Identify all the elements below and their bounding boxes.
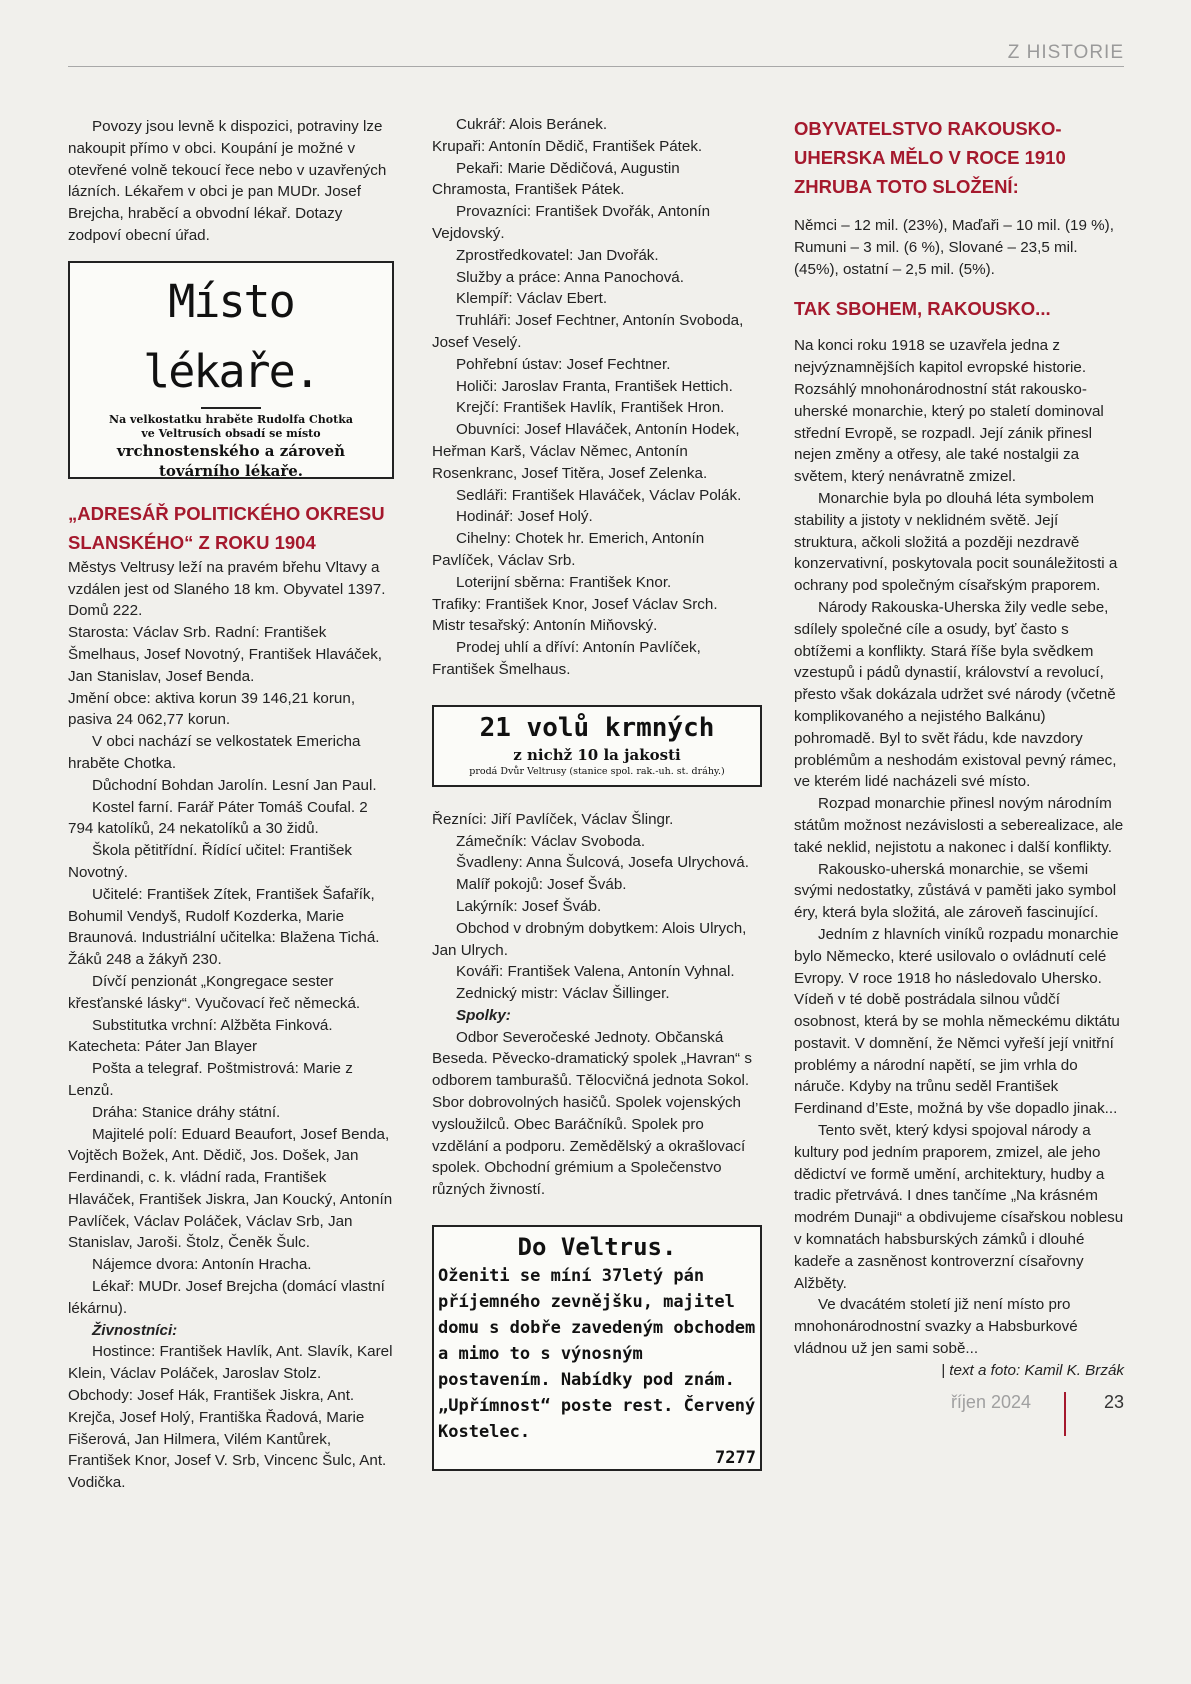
newspaper-clipping-marriage [432,1225,762,1471]
article-text [794,335,1124,1359]
paragraph: Tento svět, který kdysi spojoval národy a kultury pod jedním praporem, zmizel, ale jeho dědictví ve formě umění, architektury, hudby a tradic přetrvává. I dnes tančíme „Na krásném modrém Dunaji“ a obdivujeme císařskou noblesu v komnatách habsburských zámků i dlouhé kadeře a zasněnost kontroverzní císařovny Alžběty. [794,1122,1124,1292]
clipping-line: prodá Dvůr Veltrusy (stanice spol. rak.-uh. st. dráhy.) [469,765,725,777]
population-stats: Němci – 12 mil. (23%), Maďaři – 10 mil. (19 %), Rumuni – 3 mil. (6 %), Slované – 23,5 mil. (45%), ostatní – 2,5 mil. (5%). [794,217,1114,278]
header-divider [68,66,1124,67]
paragraph: Na konci roku 1918 se uzavřela jedna z nejvýznamnějších kapitol evropské historie. Rozsáhlý mnohonárodnostní stát rakousko-uherské monarchie, který po staletí dominoval střední Evropě, se rozpadl. Její zánik přinesl nejen změny a otřesy, ale také nostalgii za světem, který nenávratně zmizel. [794,337,1104,486]
paragraph: Lakýrník: Josef Šváb. [456,897,602,915]
section-heading: OBYVATELSTVO RAKOUSKO-UHERSKA MĚLO V ROCE 1910 ZHRUBA TOTO SLOŽENÍ: [794,118,1066,197]
author-credit: | text a foto: Kamil K. Brzák [941,1361,1124,1379]
paragraph: Jmění obce: aktiva korun 39 146,21 korun, pasiva 24 062,77 korun. [68,689,356,729]
clipping-line: vrchnostenského a zároveň továrního lékaře. [116,441,346,479]
clipping-number: 7277 [715,1448,756,1469]
paragraph: Mistr tesařský: Antonín Miňovský. [432,617,658,635]
section-heading: TAK SBOHEM, RAKOUSKO... [794,298,1051,320]
paragraph: Obuvníci: Josef Hlaváček, Antonín Hodek, Heřman Karš, Václav Němec, Antonín Rosenkranc, Josef Titěra, Josef Zelenka. [432,421,740,482]
paragraph: Hodinář: Josef Holý. [456,508,593,526]
clipping-line: z nichž 10 la jakosti [513,745,681,764]
clipping-line: ve Veltrusích obsadí se místo [141,426,321,440]
subheading: Spolky: [456,1006,511,1024]
directory-text [432,114,762,681]
paragraph: Národy Rakouska-Uherska žily vedle sebe, sdílely společné cíle a osudy, byť často s obtížemi a konflikty. Stará říše byla svědkem vzestupů i pádů dynastií, království a revolucí, přesto však dokázala udržet své národy (včetně komplikovaného a nejistého Balkánu) pohromadě. Byl to svět řádu, kde navzdory problémům a neshodám existoval pevný rámec, ve kterém lidé nacházeli své místo. [794,598,1117,791]
column-2 [432,114,762,1471]
footer-divider [1064,1392,1066,1436]
clipping-divider [201,407,261,409]
paragraph: Majitelé polí: Eduard Beaufort, Josef Benda, Vojtěch Božek, Ant. Dědič, Jos. Došek, Jan Ferdinandi, c. k. vládní rada, František Hlaváček, František Jiskra, Jan Koucký, Antonín Pavlíček, Václav Poláček, Václav Srb, Jan Stanislav, Jaroši. Štolz, Čeněk Šulc. [68,1125,393,1252]
subheading: Živnostníci: [92,1321,178,1339]
paragraph: Monarchie byla po dlouhá léta symbolem stability a jistoty v neklidném světě. Její struktura, ačkoli složitá a později nezdravě konzervativní, poskytovala pocit sounáležitosti a ochrany pod společným císařským praporem. [794,489,1118,595]
paragraph: Řezníci: Jiří Pavlíček, Václav Šlingr. [432,810,674,828]
clipping-title: Do Veltrus. [517,1233,677,1262]
paragraph: Kováři: František Valena, Antonín Vyhnal. [456,963,735,981]
paragraph: Škola pětitřídní. Řídící učitel: František Novotný. [68,842,352,881]
clipping-line: Na velkostatku hraběte Rudolfa Chotka [109,412,353,426]
paragraph: Klempíř: Václav Ebert. [456,290,608,308]
paragraph: Krejčí: František Havlík, František Hron. [456,399,725,417]
paragraph: Lékař: MUDr. Josef Brejcha (domácí vlastní lékárnu). [68,1278,385,1317]
directory-text [68,557,394,1494]
paragraph: Pekaři: Marie Dědičová, Augustin Chramosta, František Pátek. [432,159,680,199]
paragraph: Trafiky: František Knor, Josef Václav Srch. [432,595,718,613]
paragraph: Zprostředkovatel: Jan Dvořák. [456,246,659,264]
paragraph: Obchody: Josef Hák, František Jiskra, Ant. Krejča, Josef Holý, Františka Řadová, Marie Fišerová, Jan Hilmera, Vilém Kantůrek, František Knor, Josef V. Srb, Vincenc Šulc, Ant. Vodička. [68,1387,387,1492]
paragraph: Truhláři: Josef Fechtner, Antonín Svoboda, Josef Veselý. [432,312,744,351]
clipping-title: 21 volů krmných [479,712,715,743]
issue-date: říjen 2024 [950,1392,1031,1412]
newspaper-clipping-doctor [68,261,394,479]
column-3 [794,114,1124,1382]
paragraph: Kostel farní. Farář Páter Tomáš Coufal. 2 794 katolíků, 24 nekatolíků a 30 židů. [68,798,368,838]
paragraph: Služby a práce: Anna Panochová. [456,268,684,286]
intro-paragraph: Povozy jsou levně k dispozici, potraviny lze nakoupit přímo v obci. Koupání je možné v otevřené volně tekoucí řece nebo v uzavřených lázních. Lékařem v obci je pan MUDr. Josef Brejcha, hraběcí a obvodní lékař. Dotazy zodpoví obecní úřad. [68,118,387,244]
paragraph: V obci nachází se velkostatek Emericha hraběte Chotka. [68,733,361,772]
paragraph: Dívčí penzionát „Kongregace sester křesťanské lásky“. Vyučovací řeč německá. [68,972,361,1012]
paragraph: Prodej uhlí a dříví: Antonín Pavlíček, František Šmelhaus. [432,639,701,678]
column-1 [68,116,394,1494]
paragraph: Ve dvacátém století již není místo pro mnohonárodnostní svazky a Habsburkové vládnou už jen sami sobě... [794,1296,1078,1358]
paragraph: Sedláři: František Hlaváček, Václav Polák. [456,486,742,504]
paragraph: Důchodní Bohdan Jarolín. Lesní Jan Paul. [92,776,377,794]
clipping-title: Místo lékaře. [143,274,319,398]
paragraph: Substitutka vrchní: Alžběta Finková. [92,1016,333,1034]
page-number: 23 [1103,1392,1124,1412]
paragraph: Loterijní sběrna: František Knor. [456,573,672,591]
paragraph: Zednický mistr: Václav Šillinger. [456,985,670,1003]
paragraph: Pohřební ústav: Josef Fechtner. [456,355,671,373]
paragraph: Učitelé: František Zítek, František Šafařík, Bohumil Vendyš, Rudolf Kozderka, Marie Braunová. Industriální učitelka: Blažena Tichá. Žáků 248 a žákyň 230. [68,885,380,969]
paragraph: Provazníci: František Dvořák, Antonín Vejdovský. [432,203,711,242]
paragraph: Cihelny: Chotek hr. Emerich, Antonín Pavlíček, Václav Srb. [432,530,705,569]
paragraph: Starosta: Václav Srb. Radní: František Šmelhaus, Josef Novotný, František Hlaváček, Jan Stanislav, Josef Benda. [68,624,383,685]
paragraph: Cukrář: Alois Beránek. [456,116,608,133]
paragraph: Rozpad monarchie přinesl novým národním státům možnost nezávislosti a seberealizace, ale také neklid, nejistotu a nakonec i další konflikty. [794,795,1124,856]
paragraph: Hostince: František Havlík, Ant. Slavík, Karel Klein, Václav Poláček, Jaroslav Stolz. [68,1343,393,1383]
paragraph: Katecheta: Páter Jan Blayer [68,1038,258,1056]
paragraph: Obchod v drobným dobytkem: Alois Ulrych, Jan Ulrych. [432,919,747,959]
clipping-body: Oženiti se míní 37letý pán příjemného zevnějšku, majitel domu s dobře zavedeným obchodem a mimo to s výnosným postavením. Nabídky pod znám. „Upřímnost“ poste rest. Červený Kostelec. [438,1266,756,1443]
section-heading: „ADRESÁŘ POLITICKÉHO OKRESU SLANSKÉHO“ Z ROKU 1904 [68,502,385,553]
paragraph: Krupaři: Antonín Dědič, František Pátek. [432,137,703,155]
paragraph: Švadleny: Anna Šulcová, Josefa Ulrychová. [456,854,749,872]
newspaper-clipping-oxen [432,705,762,787]
directory-text [432,809,762,1201]
paragraph: Městys Veltrusy leží na pravém břehu Vltavy a vzdálen jest od Slaného 18 km. Obyvatel 1397. Domů 222. [68,558,386,620]
paragraph: Malíř pokojů: Josef Šváb. [456,876,627,894]
paragraph: Rakousko-uherská monarchie, se všemi svými nedostatky, zůstává v paměti jako symbol éry, která byla složitá, ale zároveň fascinující. [794,860,1117,922]
paragraph: Jedním z hlavních viníků rozpadu monarchie bylo Německo, které usilovalo o ovládnutí celé Evropy. V roce 1918 ho následovalo Uhersko. Vídeň v té době postrádala silnou vůdčí osobnost, která by se mohla německému diktátu postavit. V domnění, že Němci vyřeší její vnitřní problémy a národní napětí, se jim vrhla do náruče. Kdyby na trůnu seděl František Ferdinand d’Este, možná by vše dopadlo jinak... [794,925,1120,1118]
paragraph: Pošta a telegraf. Poštmistrová: Marie z Lenzů. [68,1060,353,1099]
paragraph: Zámečník: Václav Svoboda. [456,832,646,850]
paragraph: Dráha: Stanice dráhy státní. [92,1103,281,1121]
paragraph: Holiči: Jaroslav Franta, František Hettich. [456,377,733,395]
paragraph: Odbor Severočeské Jednoty. Občanská Beseda. Pěvecko-dramatický spolek „Havran“ s odborem tamburašů. Tělocvičná jednota Sokol. Sbor dobrovolných hasičů. Spolek vojenských vysloužilců. Obec Baráčníků. Spolek pro vzdělání a podporu. Zemědělský a okrašlovací spolek. Obchodní grémium a Společenstvo různých živností. [432,1028,752,1199]
paragraph: Nájemce dvora: Antonín Hracha. [92,1256,312,1274]
section-label: Z HISTORIE [1007,42,1124,63]
